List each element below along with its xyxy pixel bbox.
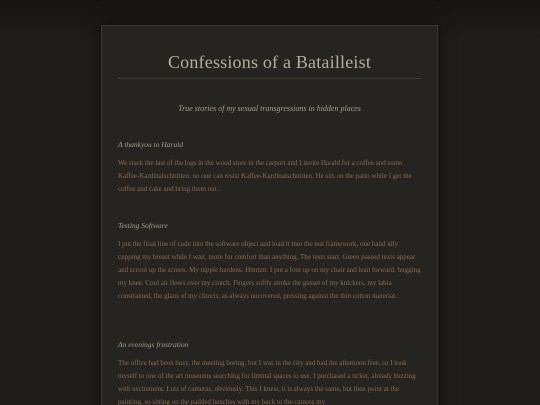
blog-container [101, 25, 438, 405]
title-divider [118, 78, 421, 79]
post-title-link[interactable]: A thankyou to Harald [118, 140, 184, 149]
post-item [118, 140, 421, 196]
post-excerpt: I put the final line of code into the software object and load it into the test framework, one hand idly cupping my breast while I wait, more for comfort than anything. The tests start. Green passed texts appear and scrool up the screen. My nipple hardens. Hmmm. I put a foot up on my chair and lean forward, hugging my knee. Cool air flows over my crotch. Fingers softly stroke the gusset of my knickers, my labia constrained, the glans of my clitoris, as always uncovered, pressing against the thin cotton material. [118, 240, 421, 300]
post-title-link[interactable]: Testing Software [118, 221, 168, 230]
post-title-link[interactable]: An evenings frustration [118, 340, 189, 349]
blog-tagline: True stories of my sexual transgressions in hidden places [178, 104, 361, 113]
post-excerpt: The office had been busy, the meeting boring, but I was in the city and had the afternoon free, so I took myself to one of the art museums searching for liminal spaces to use. I purchased a ticket, already buzzing with excitement. Lots of cameras, obviously. This I knew, it is always the same, but then point at the painting, so sitting on the padded benches with my back to the camera my [118, 359, 416, 405]
post-item [118, 221, 421, 303]
blog-title[interactable]: Confessions of a Batailleist [167, 52, 372, 72]
post-item [118, 340, 421, 405]
post-excerpt: We stack the last of the logs in the wood store in the carport and I invite Harald for a coffee and some Kaffee-Kardinalschnitten. no one can resist Kaffee-Kardinalschnitten. He sits on the patio while I get the coffee and cake and bring them out... [118, 159, 412, 193]
